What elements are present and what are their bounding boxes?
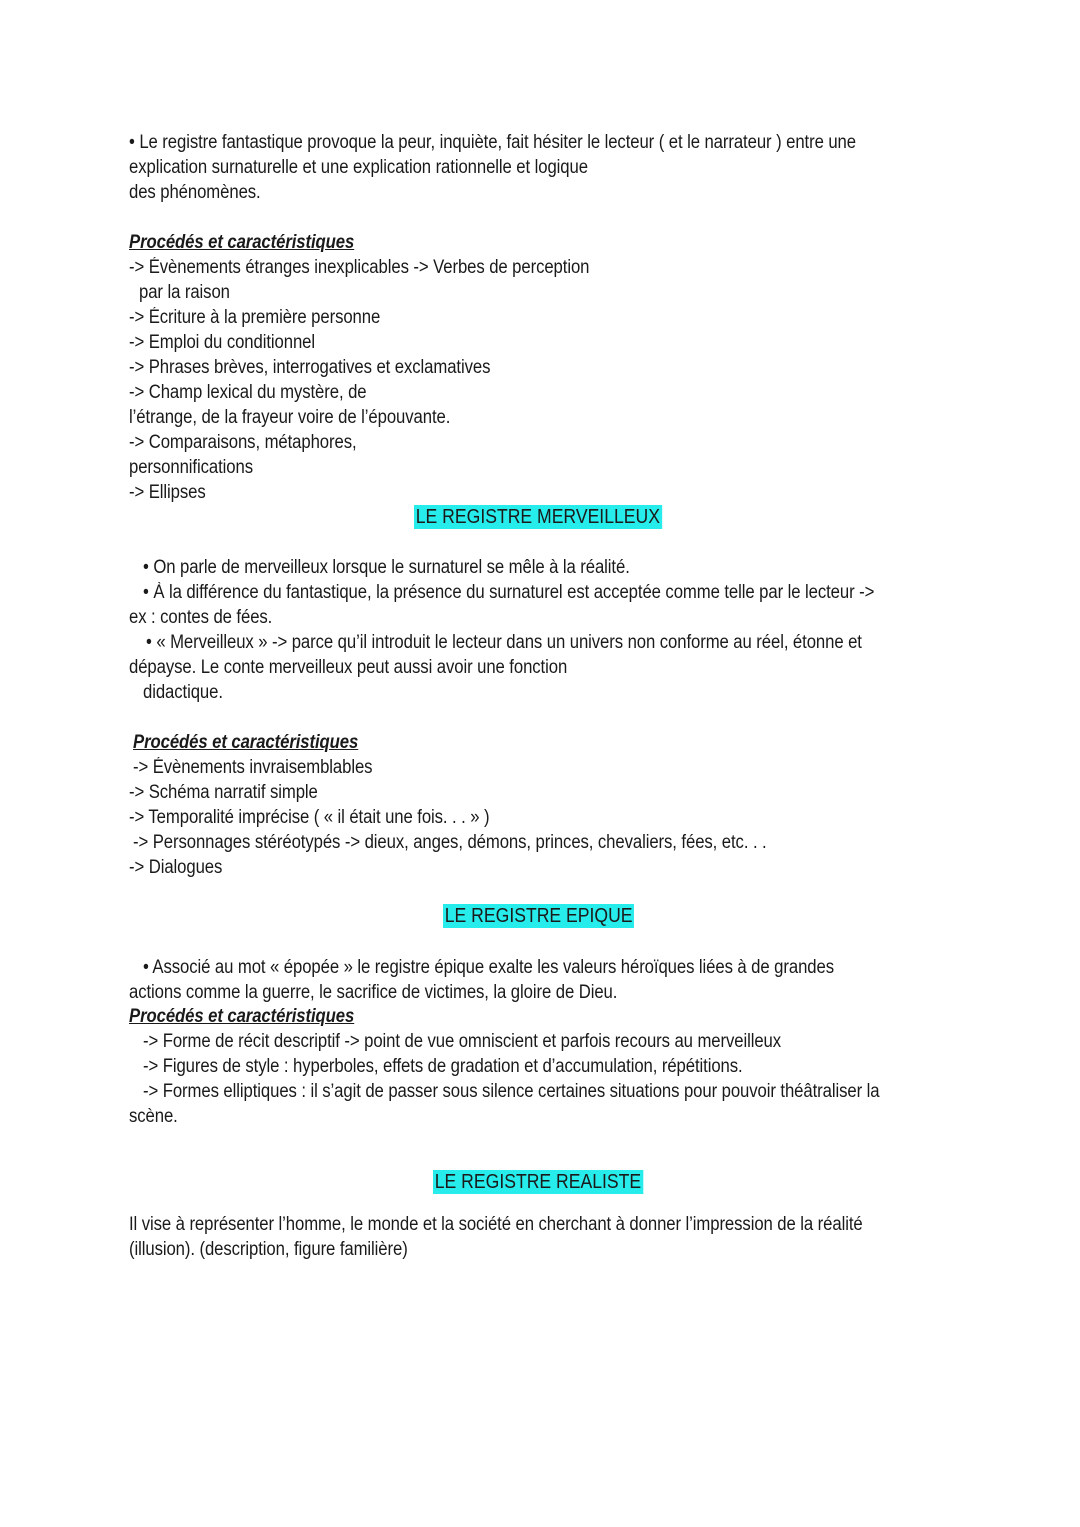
fantastique-procede-item: par la raison <box>139 282 230 303</box>
merveilleux-intro-line: didactique. <box>143 682 223 703</box>
fantastique-procede-item: -> Évènements étranges inexplicables -> Verbes de perception <box>129 257 590 278</box>
realiste-intro-line: (illusion). (description, figure familière) <box>129 1239 408 1260</box>
fantastique-procedes-heading: Procédés et caractéristiques <box>129 232 355 253</box>
merveilleux-procede-item: -> Personnages stéréotypés -> dieux, anges, démons, princes, chevaliers, fées, etc. . . <box>133 832 767 853</box>
fantastique-intro-line: • Le registre fantastique provoque la peur, inquiète, fait hésiter le lecteur ( et le narrateur ) entre une <box>129 132 856 153</box>
fantastique-procede-item: personnifications <box>129 457 253 478</box>
fantastique-procede-item: -> Écriture à la première personne <box>129 307 381 328</box>
epique-intro-line: actions comme la guerre, le sacrifice de victimes, la gloire de Dieu. <box>129 982 618 1003</box>
epique-procede-item: scène. <box>129 1106 178 1127</box>
fantastique-intro-line: des phénomènes. <box>129 182 261 203</box>
realiste-section-title: LE REGISTRE REALISTE <box>434 1171 642 1193</box>
merveilleux-intro-line: • À la différence du fantastique, la présence du surnaturel est acceptée comme telle par le lecteur -> <box>143 582 875 603</box>
fantastique-procede-item: l’étrange, de la frayeur voire de l’épouvante. <box>129 407 451 428</box>
fantastique-procede-item: -> Emploi du conditionnel <box>129 332 316 353</box>
merveilleux-procede-item: -> Schéma narratif simple <box>129 782 318 803</box>
merveilleux-procedes-heading: Procédés et caractéristiques <box>133 732 359 753</box>
fantastique-procede-item: -> Ellipses <box>129 482 206 503</box>
epique-procede-item: -> Formes elliptiques : il s’agit de passer sous silence certaines situations pour pouvoir théâtraliser la <box>143 1081 880 1102</box>
epique-intro-line: • Associé au mot « épopée » le registre épique exalte les valeurs héroïques liées à de grandes <box>143 957 834 978</box>
epique-procedes-heading: Procédés et caractéristiques <box>129 1006 355 1027</box>
epique-procede-item: -> Figures de style : hyperboles, effets de gradation et d’accumulation, répétitions. <box>143 1056 743 1077</box>
merveilleux-procede-item: -> Temporalité imprécise ( « il était une fois. . . » ) <box>129 807 490 828</box>
merveilleux-procede-item: -> Dialogues <box>129 857 223 878</box>
fantastique-procede-item: -> Phrases brèves, interrogatives et exclamatives <box>129 357 491 378</box>
fantastique-procede-item: -> Comparaisons, métaphores, <box>129 432 357 453</box>
epique-section-title: LE REGISTRE EPIQUE <box>444 905 633 927</box>
merveilleux-intro-line: • On parle de merveilleux lorsque le surnaturel se mêle à la réalité. <box>143 557 630 578</box>
merveilleux-intro-line: dépayse. Le conte merveilleux peut aussi avoir une fonction <box>129 657 568 678</box>
merveilleux-procede-item: -> Évènements invraisemblables <box>133 757 373 778</box>
merveilleux-section-title: LE REGISTRE MERVEILLEUX <box>415 506 660 528</box>
fantastique-intro-line: explication surnaturelle et une explication rationnelle et logique <box>129 157 588 178</box>
merveilleux-intro-line: ex : contes de fées. <box>129 607 273 628</box>
merveilleux-intro-line: • « Merveilleux » -> parce qu’il introduit le lecteur dans un univers non conforme au réel, étonne et <box>146 632 862 653</box>
realiste-intro-line: Il vise à représenter l’homme, le monde et la société en cherchant à donner l’impression de la réalité <box>129 1214 863 1235</box>
epique-procede-item: -> Forme de récit descriptif -> point de vue omniscient et parfois recours au merveilleux <box>143 1031 782 1052</box>
fantastique-procede-item: -> Champ lexical du mystère, de <box>129 382 367 403</box>
